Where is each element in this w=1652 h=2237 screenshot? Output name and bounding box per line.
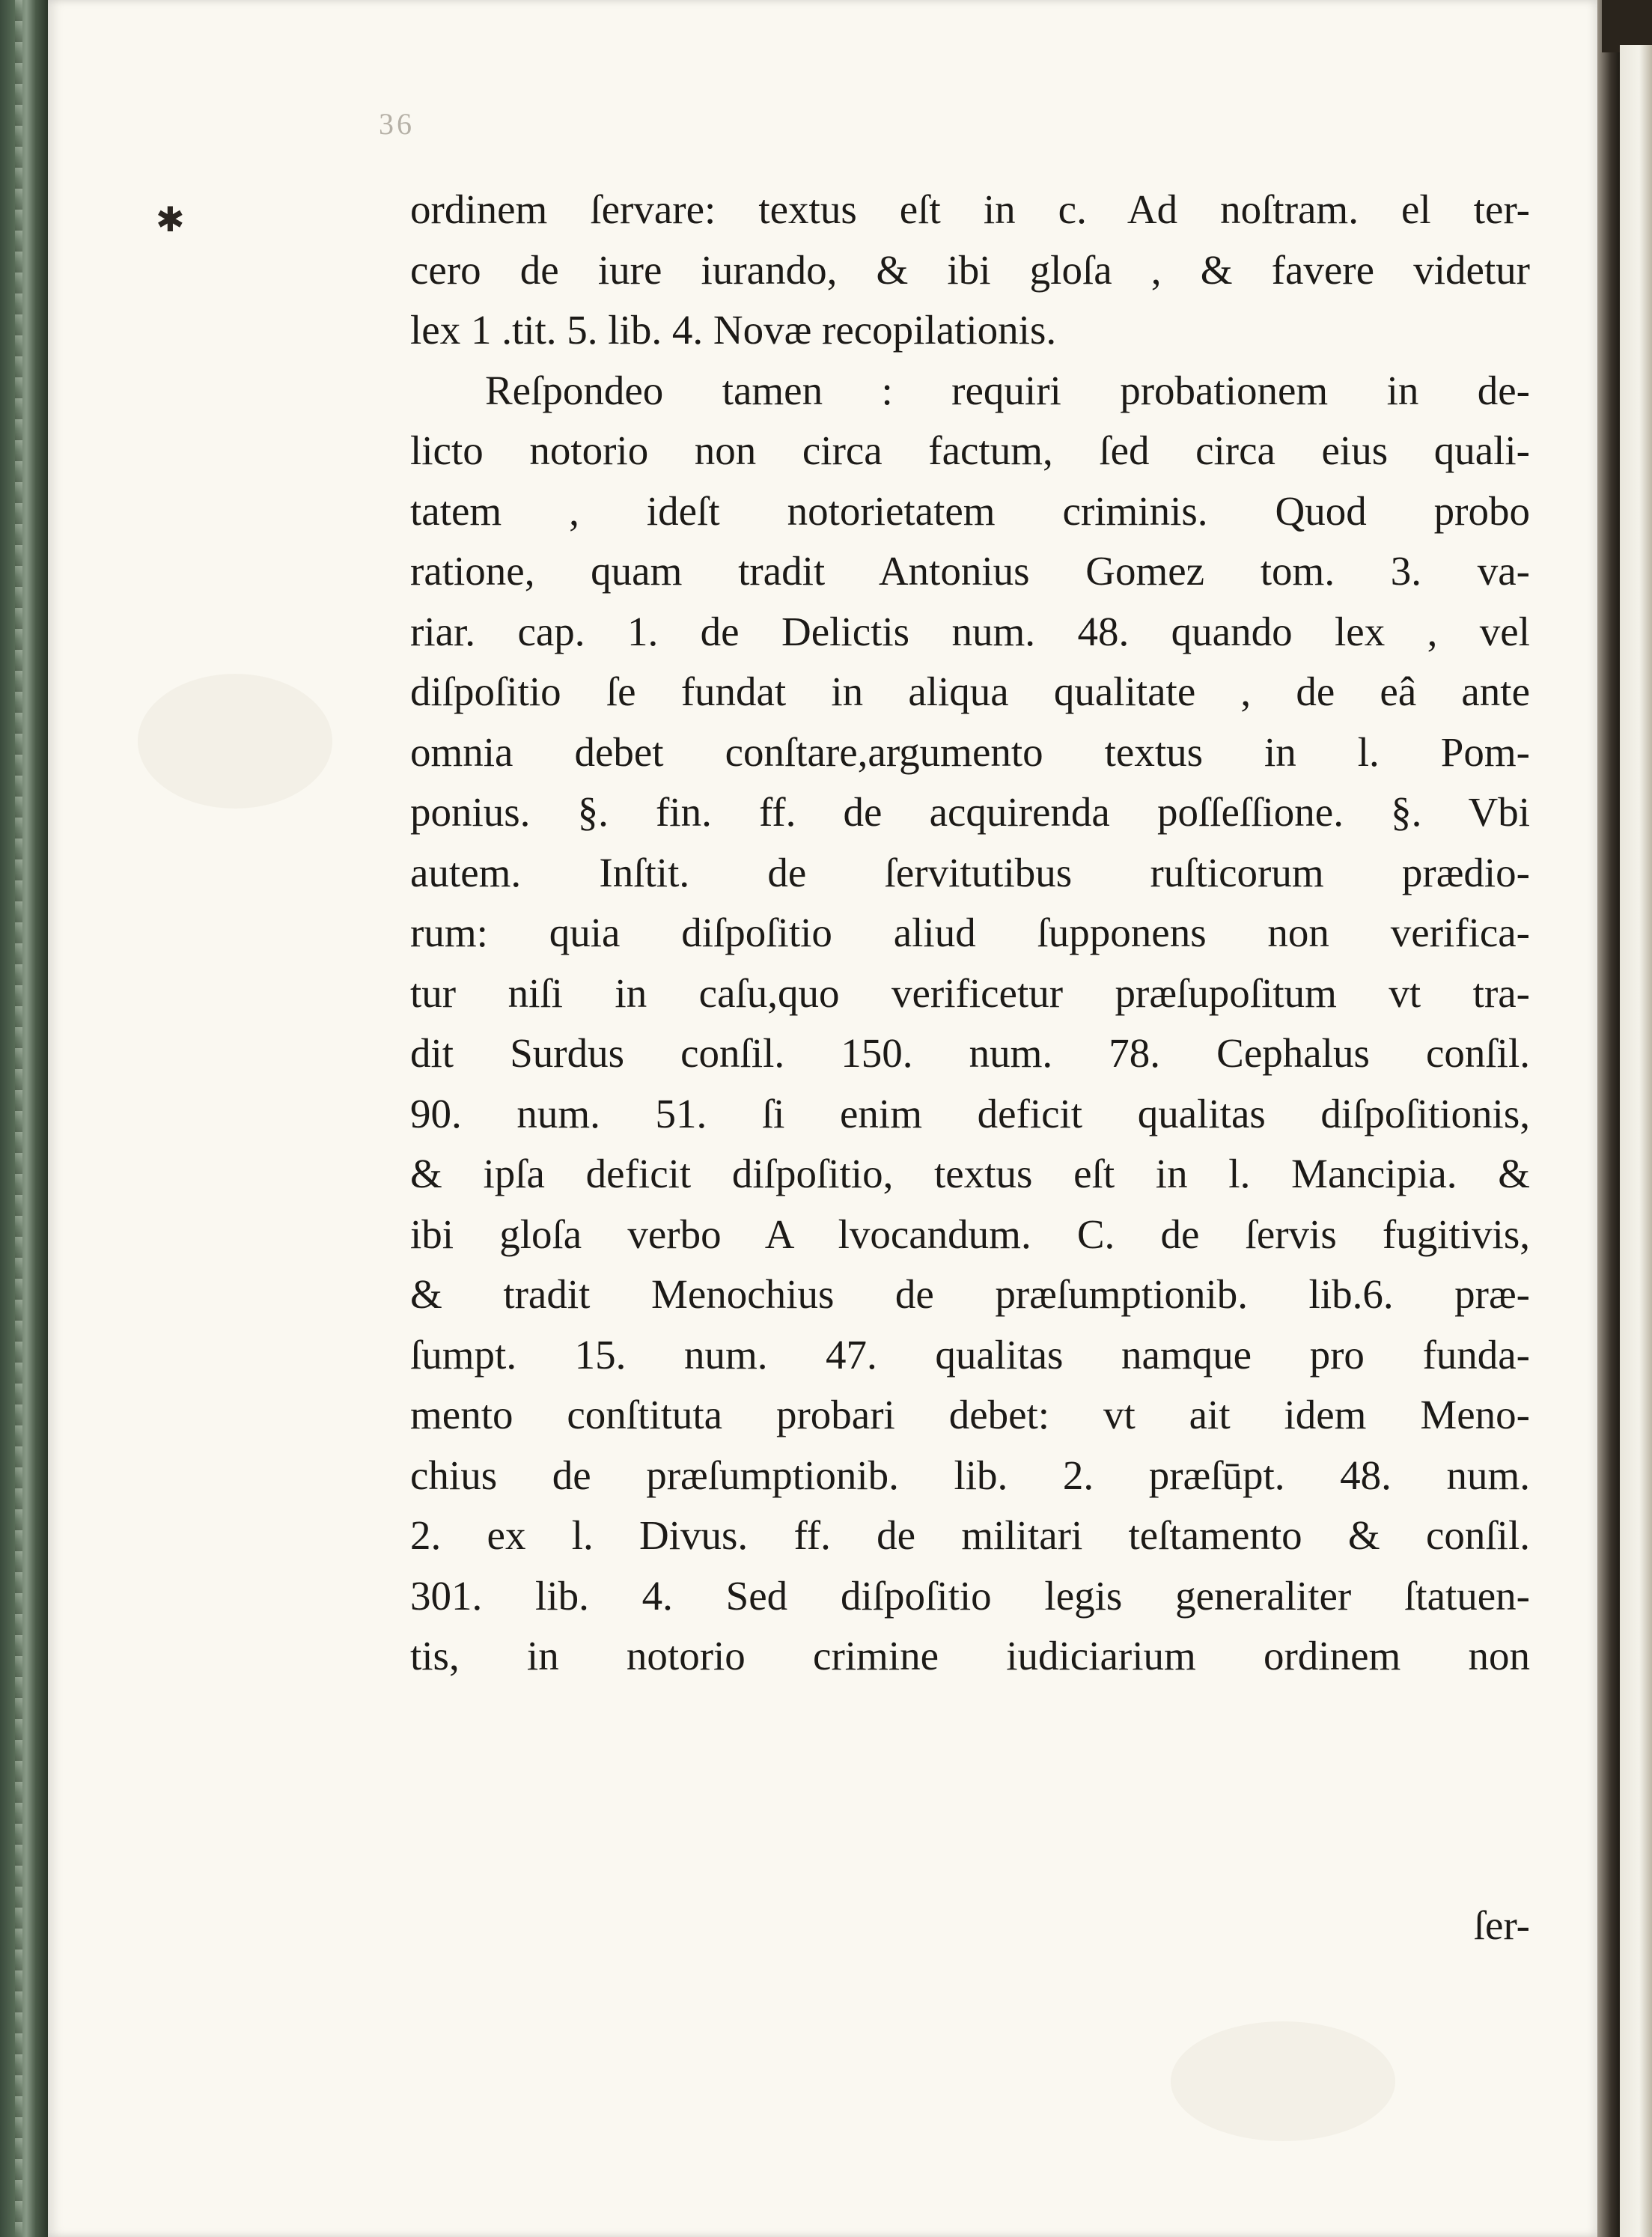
text-line: mento conſtituta probari debet: vt ait idem Meno-: [410, 1392, 1530, 1437]
text-line: omnia debet conſtare,argumento textus in l. Pom-: [410, 728, 1530, 775]
text-line: Reſpondeo tamen : requiri probationem in de-: [485, 367, 1530, 413]
catchword: ſer-: [1473, 1902, 1530, 1948]
text-line: 90. num. 51. ſi enim deficit qualitas diſpoſitionis,: [410, 1090, 1530, 1136]
body-text: [410, 180, 1530, 1687]
text-line: dit Surdus conſil. 150. num. 78. Cephalus conſil.: [410, 1030, 1530, 1076]
text-line: autem. Inſtit. de ſervitutibus ruſticorum prædio-: [410, 849, 1530, 895]
text-line: rum: quia diſpoſitio aliud ſupponens non verifica-: [410, 910, 1530, 955]
next-page-edge: [1620, 45, 1652, 2237]
folio-number: 36: [379, 107, 415, 141]
text-line: cero de iure iurando, & ibi gloſa , & favere videtur: [410, 246, 1530, 293]
text-line: ponius. §. fin. ff. de acquirenda poſſeſſione. §. Vbi: [410, 789, 1530, 835]
text-line: 2. ex l. Divus. ff. de militari teſtamento & conſil.: [410, 1512, 1530, 1558]
text-line: 301. lib. 4. Sed diſpoſitio legis generaliter ſtatuen-: [410, 1572, 1530, 1619]
text-line: tatem , ideſt notorietatem criminis. Quod probo: [410, 487, 1530, 534]
text-line: licto notorio non circa factum, ſed circa eius quali-: [410, 427, 1530, 473]
text-line: tur niſi in caſu,quo verificetur præſupoſitum vt tra-: [410, 970, 1530, 1016]
book-gutter: [1597, 0, 1620, 2237]
text-line: tis, in notorio crimine iudiciarium ordinem non: [410, 1633, 1530, 1678]
text-line: ibi gloſa verbo A lvocandum. C. de ſervis fugitivis,: [410, 1211, 1530, 1257]
text-line: ratione, quam tradit Antonius Gomez tom. 3. va-: [410, 548, 1530, 594]
paper-stain: [138, 674, 332, 809]
margin-mark: ✱: [156, 199, 185, 240]
text-line: chius de præſumptionib. lib. 2. præſūpt. 48. num.: [410, 1452, 1530, 1498]
book-binding-left: [0, 0, 48, 2237]
text-line: riar. cap. 1. de Delictis num. 48. quando lex , vel: [410, 608, 1530, 654]
text-line: lex 1 .tit. 5. lib. 4. Novæ recopilationis.: [410, 307, 1057, 353]
text-line: & ipſa deficit diſpoſitio, textus eſt in l. Mancipia. &: [410, 1151, 1530, 1196]
text-line: ordinem ſervare: textus eſt in c. Ad noſtram. el ter-: [410, 186, 1530, 232]
text-line: & tradit Menochius de præſumptionib. lib.6. præ-: [410, 1271, 1530, 1317]
text-line: ſumpt. 15. num. 47. qualitas namque pro funda-: [410, 1331, 1530, 1378]
text-line: diſpoſitio ſe fundat in aliqua qualitate , de eâ ante: [410, 669, 1530, 714]
paper-stain: [1171, 2021, 1395, 2141]
